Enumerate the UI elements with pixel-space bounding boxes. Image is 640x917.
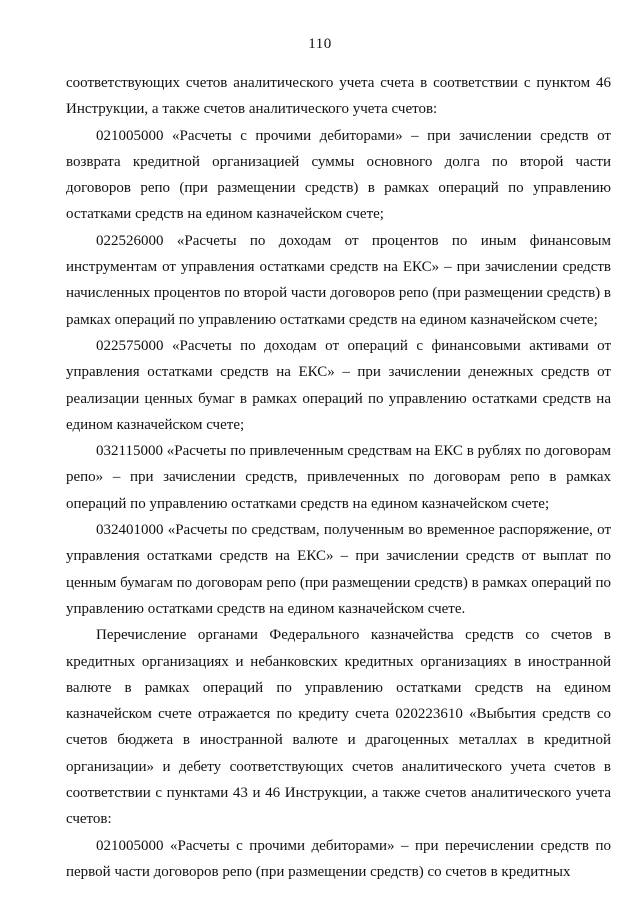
paragraph: 032115000 «Расчеты по привлеченным средствам на ЕКС в рублях по договорам репо» – при зачислении средств, привлеченных по договорам репо в рамках операций по управлению остатками средств на едином казначейском счете; — [66, 443, 611, 512]
page-number: 110 — [308, 36, 332, 52]
paragraph: 022526000 «Расчеты по доходам от процентов по иным финансовым инструментам от управления остатками средств на ЕКС» – при зачислении средств начисленных процентов по второй части договоров репо (при размещении средств) в рамках операций по управлению остатками средств на едином казначейском счете; — [66, 232, 611, 328]
paragraph: 021005000 «Расчеты с прочими дебиторами» – при зачислении средств от возврата кредитной организацией суммы основного долга по второй части договоров репо (при размещении средств) в рамках операций по управлению остатками средств на едином казначейском счете; — [66, 127, 611, 223]
paragraph: 032401000 «Расчеты по средствам, полученным во временное распоряжение, от управления остатками средств на ЕКС» – при зачислении средств от выплат по ценным бумагам по договорам репо (при размещении средств) в рамках операций по управлению остатками средств на едином казначейском счете. — [66, 522, 611, 617]
paragraph: соответствующих счетов аналитического учета счета в соответствии с пунктом 46 Инструкции, а также счетов аналитического учета счетов: — [66, 75, 611, 118]
paragraph: 021005000 «Расчеты с прочими дебиторами» – при перечислении средств по первой части договоров репо (при размещении средств) со счетов в кредитных — [66, 837, 611, 880]
paragraph: 022575000 «Расчеты по доходам от операций с финансовыми активами от управления остатками средств на ЕКС» – при зачислении денежных средств от реализации ценных бумаг в рамках операций по управлению остатками средств на едином казначейском счете; — [66, 337, 611, 433]
document-body — [66, 70, 611, 885]
paragraph: Перечисление органами Федерального казначейства средств со счетов в кредитных организациях и небанковских кредитных организациях в иностранной валюте в рамках операций по управлению остатками средств на едином казначейском счете отражается по кредиту счета 020223610 «Выбытия средств со счетов бюджета в иностранной валюте и драгоценных металлах в кредитной организации» и дебету соответствующих счетов аналитического учета счетов в соответствии с пунктами 43 и 46 Инструкции, а также счетов аналитического учета счетов: — [66, 627, 611, 828]
